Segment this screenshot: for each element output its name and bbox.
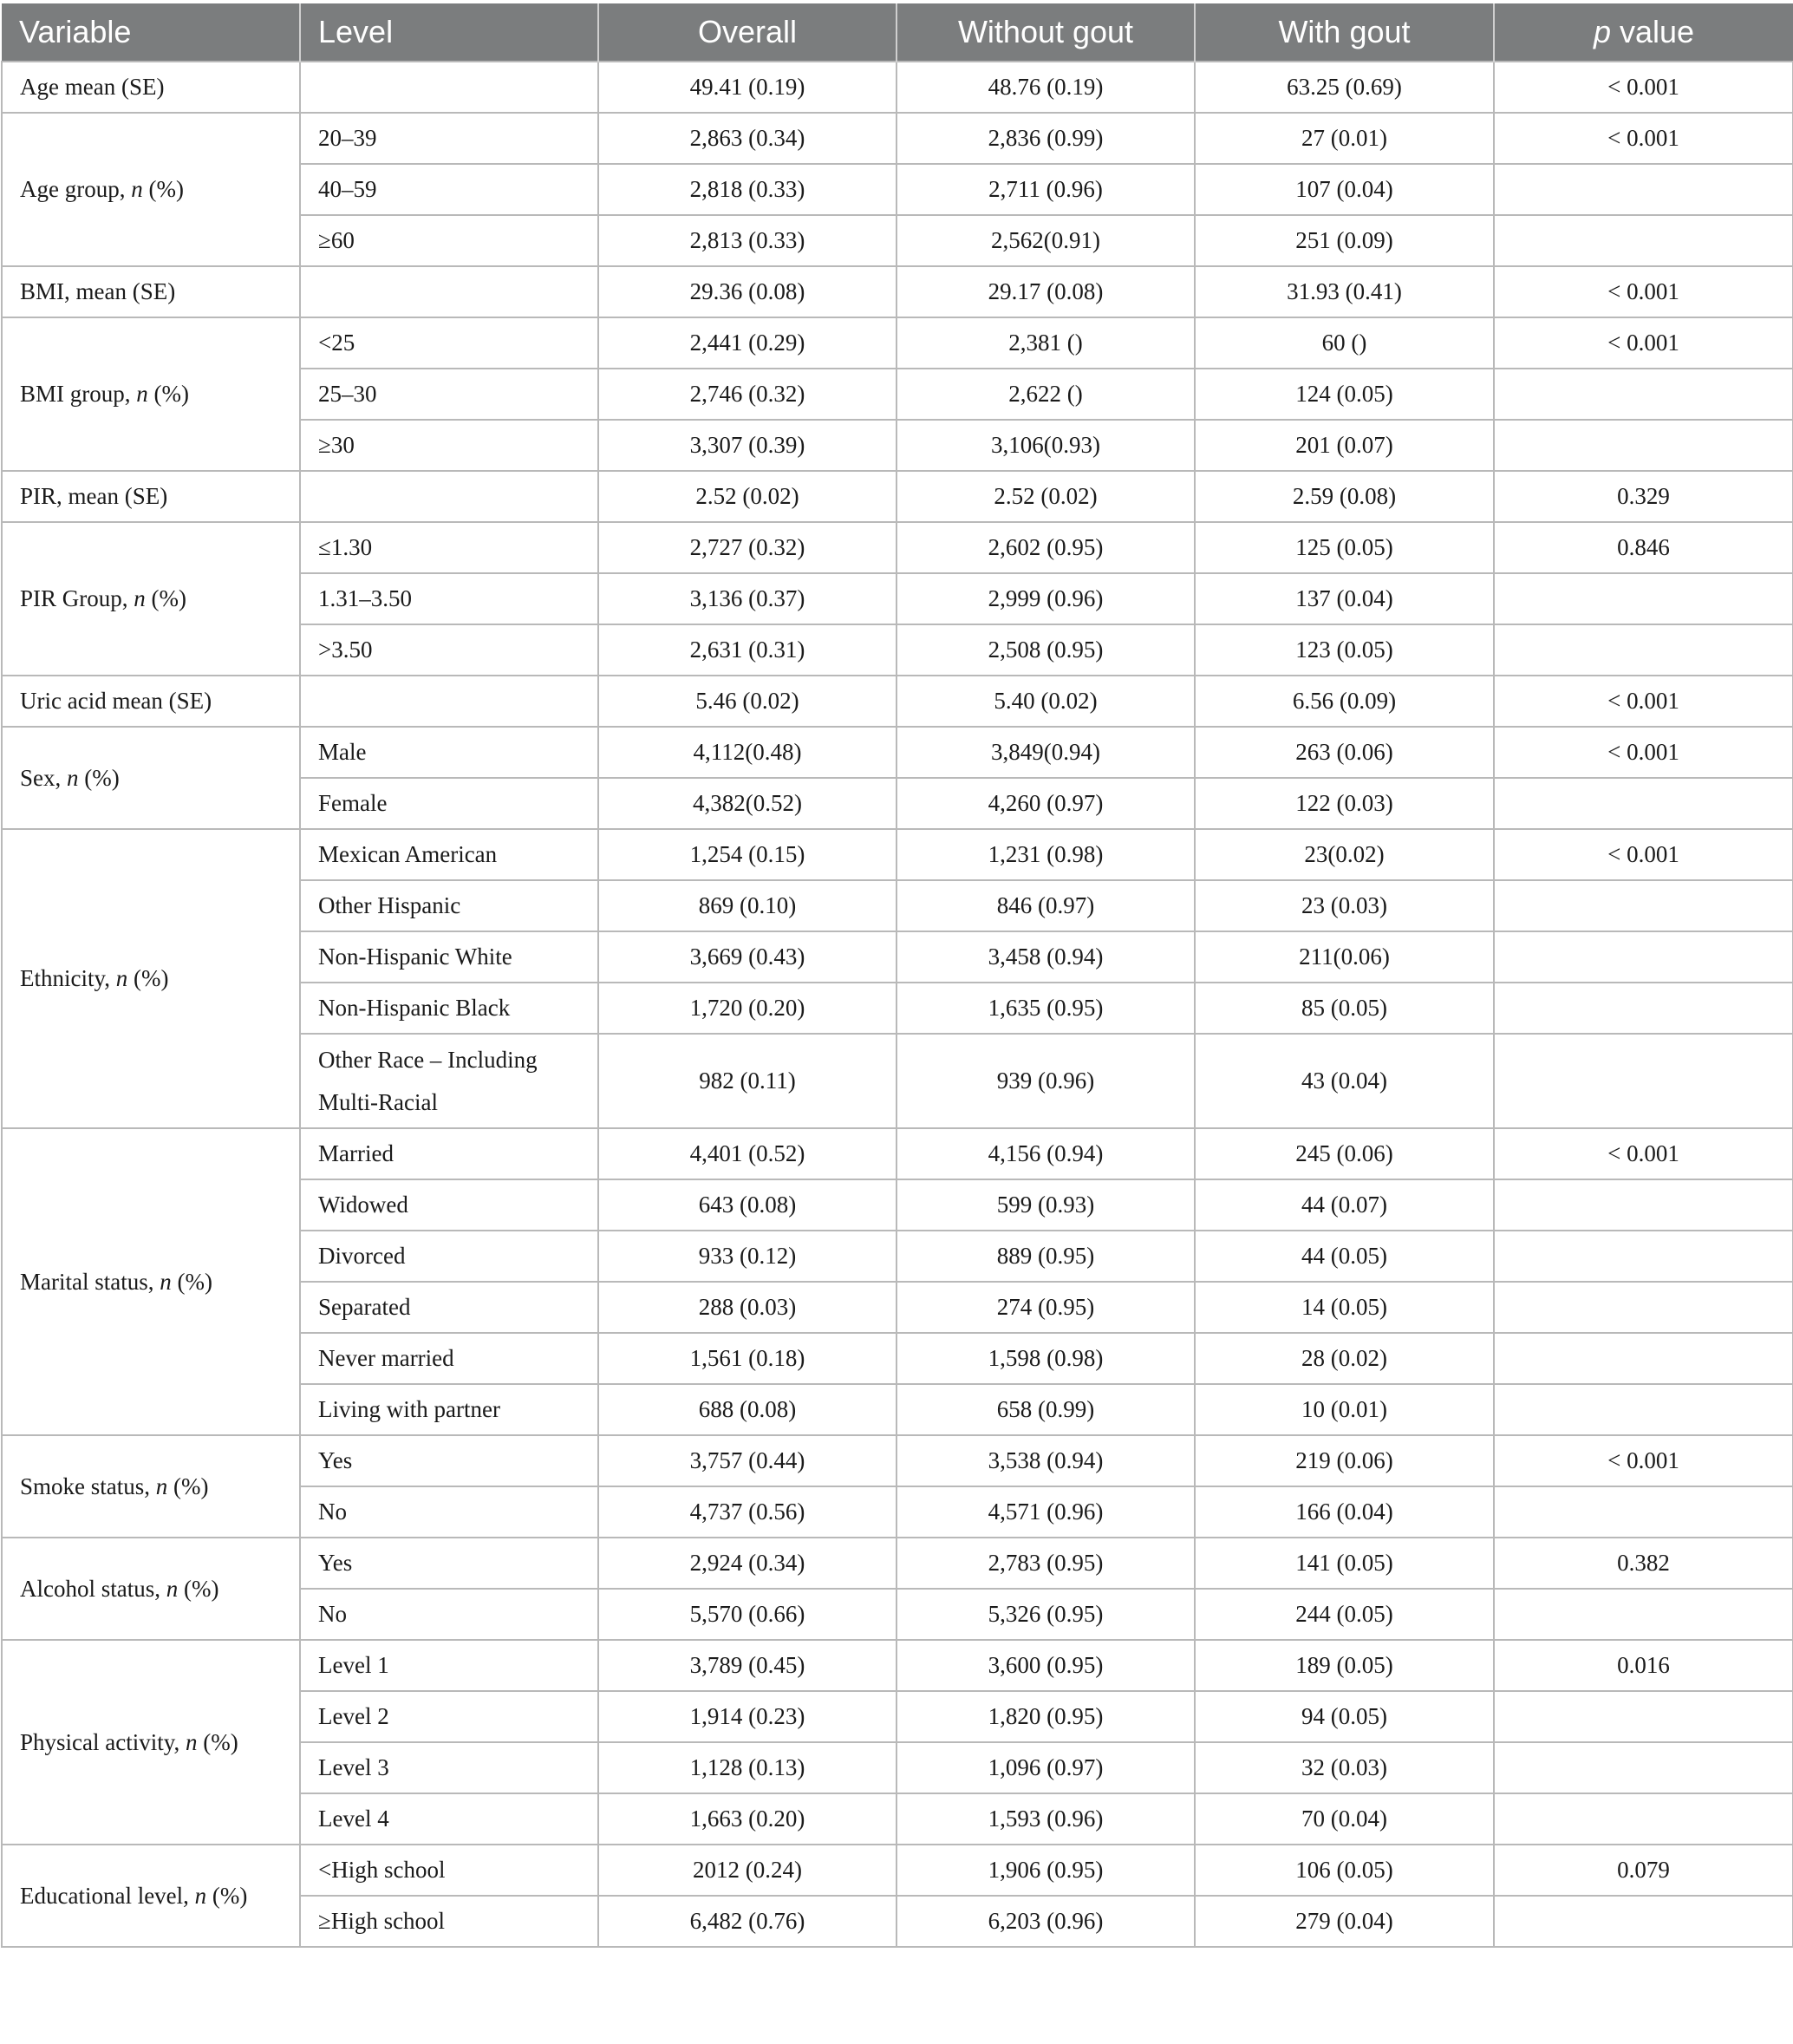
variable-label: BMI, mean (SE) [20, 278, 176, 304]
header-variable: Variable [2, 3, 300, 62]
table-row [2, 317, 1793, 369]
with-gout-cell: 23(0.02) [1195, 829, 1494, 880]
without-gout-cell: 1,906 (0.95) [896, 1845, 1195, 1896]
variable-label: BMI group, [20, 381, 137, 407]
p-value-cell: 0.079 [1494, 1845, 1793, 1896]
with-gout-cell: 122 (0.03) [1195, 778, 1494, 829]
with-gout-cell: 60 () [1195, 317, 1494, 369]
level-cell: Never married [300, 1333, 598, 1384]
variable-cell [2, 1640, 300, 1845]
variable-cell [2, 1845, 300, 1947]
table-row [2, 1435, 1793, 1486]
without-gout-cell: 658 (0.99) [896, 1384, 1195, 1435]
without-gout-cell: 1,820 (0.95) [896, 1691, 1195, 1742]
with-gout-cell: 44 (0.05) [1195, 1231, 1494, 1282]
overall-cell: 2,863 (0.34) [598, 113, 896, 164]
level-cell: Male [300, 727, 598, 778]
overall-cell: 982 (0.11) [598, 1034, 896, 1128]
level-cell: ≤1.30 [300, 522, 598, 573]
table-row [2, 1538, 1793, 1589]
without-gout-cell: 2,836 (0.99) [896, 113, 1195, 164]
p-value-cell [1494, 573, 1793, 624]
without-gout-cell: 2,711 (0.96) [896, 164, 1195, 215]
header-p-label: value [1619, 14, 1695, 49]
p-value-cell: < 0.001 [1494, 266, 1793, 317]
variable-suffix: (%) [197, 1728, 238, 1755]
overall-cell: 4,401 (0.52) [598, 1128, 896, 1179]
with-gout-cell: 123 (0.05) [1195, 624, 1494, 676]
without-gout-cell: 2,381 () [896, 317, 1195, 369]
overall-cell: 6,482 (0.76) [598, 1896, 896, 1947]
p-value-cell [1494, 1179, 1793, 1231]
overall-cell: 3,307 (0.39) [598, 420, 896, 471]
level-cell: No [300, 1589, 598, 1640]
variable-suffix: (%) [142, 176, 184, 202]
p-value-cell: < 0.001 [1494, 113, 1793, 164]
level-cell: 1.31–3.50 [300, 573, 598, 624]
with-gout-cell: 244 (0.05) [1195, 1589, 1494, 1640]
variable-label: Uric acid mean (SE) [20, 688, 212, 714]
header-p-value [1494, 3, 1793, 62]
without-gout-cell: 599 (0.93) [896, 1179, 1195, 1231]
level-cell: Level 1 [300, 1640, 598, 1691]
without-gout-cell: 1,593 (0.96) [896, 1793, 1195, 1845]
variable-italic-n: n [185, 1728, 198, 1755]
with-gout-cell: 189 (0.05) [1195, 1640, 1494, 1691]
level-cell: Level 2 [300, 1691, 598, 1742]
variable-suffix: (%) [206, 1882, 248, 1909]
p-value-cell: < 0.001 [1494, 1435, 1793, 1486]
without-gout-cell: 939 (0.96) [896, 1034, 1195, 1128]
variable-italic-n: n [67, 764, 79, 791]
table-row [2, 727, 1793, 778]
level-cell: Mexican American [300, 829, 598, 880]
level-cell: Divorced [300, 1231, 598, 1282]
variable-label: Physical activity, [20, 1728, 186, 1755]
with-gout-cell: 63.25 (0.69) [1195, 62, 1494, 113]
variable-cell [2, 1128, 300, 1435]
without-gout-cell: 1,096 (0.97) [896, 1742, 1195, 1793]
level-cell: Yes [300, 1435, 598, 1486]
variable-cell [2, 522, 300, 676]
variable-cell [2, 1435, 300, 1538]
level-cell: <High school [300, 1845, 598, 1896]
with-gout-cell: 27 (0.01) [1195, 113, 1494, 164]
overall-cell: 688 (0.08) [598, 1384, 896, 1435]
table-row [2, 522, 1793, 573]
variable-label: Sex, [20, 764, 67, 791]
p-value-cell [1494, 983, 1793, 1034]
without-gout-cell: 846 (0.97) [896, 880, 1195, 931]
level-cell: Married [300, 1128, 598, 1179]
with-gout-cell: 141 (0.05) [1195, 1538, 1494, 1589]
level-cell: 40–59 [300, 164, 598, 215]
variable-suffix: (%) [78, 764, 120, 791]
p-value-cell [1494, 1793, 1793, 1845]
variable-italic-n: n [131, 176, 143, 202]
variable-cell [2, 266, 300, 317]
with-gout-cell: 28 (0.02) [1195, 1333, 1494, 1384]
overall-cell: 4,382(0.52) [598, 778, 896, 829]
variable-italic-n: n [115, 965, 128, 991]
variable-italic-n: n [136, 381, 148, 407]
with-gout-cell: 10 (0.01) [1195, 1384, 1494, 1435]
overall-cell: 2012 (0.24) [598, 1845, 896, 1896]
variable-label: Educational level, [20, 1882, 195, 1909]
overall-cell: 1,720 (0.20) [598, 983, 896, 1034]
without-gout-cell: 1,635 (0.95) [896, 983, 1195, 1034]
with-gout-cell: 125 (0.05) [1195, 522, 1494, 573]
overall-cell: 2,727 (0.32) [598, 522, 896, 573]
with-gout-cell: 279 (0.04) [1195, 1896, 1494, 1947]
variable-suffix: (%) [167, 1473, 209, 1499]
without-gout-cell: 48.76 (0.19) [896, 62, 1195, 113]
p-value-cell [1494, 880, 1793, 931]
variable-suffix: (%) [171, 1268, 212, 1295]
p-value-cell: < 0.001 [1494, 727, 1793, 778]
without-gout-cell: 2,602 (0.95) [896, 522, 1195, 573]
with-gout-cell: 219 (0.06) [1195, 1435, 1494, 1486]
p-value-cell: < 0.001 [1494, 829, 1793, 880]
level-cell: Widowed [300, 1179, 598, 1231]
variable-cell [2, 829, 300, 1128]
with-gout-cell: 31.93 (0.41) [1195, 266, 1494, 317]
level-cell: ≥60 [300, 215, 598, 266]
without-gout-cell: 274 (0.95) [896, 1282, 1195, 1333]
overall-cell: 3,757 (0.44) [598, 1435, 896, 1486]
overall-cell: 2,441 (0.29) [598, 317, 896, 369]
p-value-cell [1494, 1282, 1793, 1333]
without-gout-cell: 4,571 (0.96) [896, 1486, 1195, 1538]
p-value-cell: < 0.001 [1494, 317, 1793, 369]
with-gout-cell: 166 (0.04) [1195, 1486, 1494, 1538]
without-gout-cell: 4,156 (0.94) [896, 1128, 1195, 1179]
p-value-cell [1494, 1589, 1793, 1640]
p-value-cell [1494, 420, 1793, 471]
table-row [2, 266, 1793, 317]
level-cell: Non-Hispanic Black [300, 983, 598, 1034]
table-row [2, 62, 1793, 113]
with-gout-cell: 23 (0.03) [1195, 880, 1494, 931]
p-value-cell: 0.016 [1494, 1640, 1793, 1691]
level-cell: No [300, 1486, 598, 1538]
overall-cell: 1,561 (0.18) [598, 1333, 896, 1384]
variable-suffix: (%) [178, 1575, 219, 1602]
p-value-cell: < 0.001 [1494, 676, 1793, 727]
variable-italic-n: n [194, 1882, 207, 1909]
overall-cell: 933 (0.12) [598, 1231, 896, 1282]
overall-cell: 2.52 (0.02) [598, 471, 896, 522]
table-row [2, 471, 1793, 522]
level-cell: Separated [300, 1282, 598, 1333]
without-gout-cell: 3,458 (0.94) [896, 931, 1195, 983]
overall-cell: 643 (0.08) [598, 1179, 896, 1231]
with-gout-cell: 70 (0.04) [1195, 1793, 1494, 1845]
table-row [2, 1845, 1793, 1896]
variable-label: PIR Group, [20, 585, 134, 611]
header-with-gout: With gout [1195, 3, 1494, 62]
level-cell: Female [300, 778, 598, 829]
with-gout-cell: 14 (0.05) [1195, 1282, 1494, 1333]
header-overall: Overall [598, 3, 896, 62]
overall-cell: 288 (0.03) [598, 1282, 896, 1333]
overall-cell: 1,914 (0.23) [598, 1691, 896, 1742]
level-cell [300, 62, 598, 113]
without-gout-cell: 2.52 (0.02) [896, 471, 1195, 522]
with-gout-cell: 107 (0.04) [1195, 164, 1494, 215]
with-gout-cell: 124 (0.05) [1195, 369, 1494, 420]
level-cell [300, 676, 598, 727]
with-gout-cell: 94 (0.05) [1195, 1691, 1494, 1742]
overall-cell: 2,818 (0.33) [598, 164, 896, 215]
with-gout-cell: 2.59 (0.08) [1195, 471, 1494, 522]
level-cell: Level 3 [300, 1742, 598, 1793]
variable-label: Smoke status, [20, 1473, 156, 1499]
overall-cell: 3,669 (0.43) [598, 931, 896, 983]
without-gout-cell: 29.17 (0.08) [896, 266, 1195, 317]
variable-italic-n: n [166, 1575, 179, 1602]
overall-cell: 2,813 (0.33) [598, 215, 896, 266]
with-gout-cell: 85 (0.05) [1195, 983, 1494, 1034]
variable-label: Marital status, [20, 1268, 160, 1295]
p-value-cell: 0.382 [1494, 1538, 1793, 1589]
without-gout-cell: 3,106(0.93) [896, 420, 1195, 471]
variable-cell [2, 1538, 300, 1640]
table-row [2, 1640, 1793, 1691]
characteristics-table [1, 3, 1793, 1948]
overall-cell: 1,128 (0.13) [598, 1742, 896, 1793]
level-cell: 25–30 [300, 369, 598, 420]
level-cell [300, 266, 598, 317]
variable-label: Ethnicity, [20, 965, 116, 991]
table-row [2, 1128, 1793, 1179]
with-gout-cell: 106 (0.05) [1195, 1845, 1494, 1896]
overall-cell: 29.36 (0.08) [598, 266, 896, 317]
level-cell: <25 [300, 317, 598, 369]
without-gout-cell: 5,326 (0.95) [896, 1589, 1195, 1640]
overall-cell: 1,663 (0.20) [598, 1793, 896, 1845]
level-cell [300, 471, 598, 522]
with-gout-cell: 251 (0.09) [1195, 215, 1494, 266]
overall-cell: 1,254 (0.15) [598, 829, 896, 880]
overall-cell: 2,924 (0.34) [598, 1538, 896, 1589]
overall-cell: 5,570 (0.66) [598, 1589, 896, 1640]
variable-cell [2, 62, 300, 113]
without-gout-cell: 889 (0.95) [896, 1231, 1195, 1282]
without-gout-cell: 1,231 (0.98) [896, 829, 1195, 880]
level-cell: Other Race – Including Multi-Racial [300, 1034, 598, 1128]
variable-label: PIR, mean (SE) [20, 483, 168, 509]
table-body [2, 62, 1793, 1947]
variable-suffix: (%) [145, 585, 186, 611]
with-gout-cell: 211(0.06) [1195, 931, 1494, 983]
p-value-cell: < 0.001 [1494, 1128, 1793, 1179]
level-cell: 20–39 [300, 113, 598, 164]
variable-suffix: (%) [127, 965, 169, 991]
table-row [2, 113, 1793, 164]
with-gout-cell: 43 (0.04) [1195, 1034, 1494, 1128]
overall-cell: 4,112(0.48) [598, 727, 896, 778]
variable-cell [2, 676, 300, 727]
variable-cell [2, 113, 300, 266]
with-gout-cell: 245 (0.06) [1195, 1128, 1494, 1179]
without-gout-cell: 4,260 (0.97) [896, 778, 1195, 829]
without-gout-cell: 3,538 (0.94) [896, 1435, 1195, 1486]
p-value-cell [1494, 624, 1793, 676]
level-cell: Level 4 [300, 1793, 598, 1845]
level-cell: ≥30 [300, 420, 598, 471]
p-value-cell [1494, 1691, 1793, 1742]
p-value-cell: 0.846 [1494, 522, 1793, 573]
with-gout-cell: 32 (0.03) [1195, 1742, 1494, 1793]
overall-cell: 869 (0.10) [598, 880, 896, 931]
header-level: Level [300, 3, 598, 62]
p-value-cell [1494, 778, 1793, 829]
p-value-cell [1494, 1486, 1793, 1538]
p-value-cell [1494, 164, 1793, 215]
variable-cell [2, 317, 300, 471]
overall-cell: 5.46 (0.02) [598, 676, 896, 727]
level-cell: Yes [300, 1538, 598, 1589]
p-value-cell [1494, 1034, 1793, 1128]
overall-cell: 3,789 (0.45) [598, 1640, 896, 1691]
with-gout-cell: 137 (0.04) [1195, 573, 1494, 624]
variable-italic-n: n [160, 1268, 172, 1295]
level-cell: Living with partner [300, 1384, 598, 1435]
header-without-gout: Without gout [896, 3, 1195, 62]
with-gout-cell: 201 (0.07) [1195, 420, 1494, 471]
without-gout-cell: 5.40 (0.02) [896, 676, 1195, 727]
p-value-cell [1494, 1231, 1793, 1282]
header-row [2, 3, 1793, 62]
overall-cell: 2,746 (0.32) [598, 369, 896, 420]
overall-cell: 4,737 (0.56) [598, 1486, 896, 1538]
without-gout-cell: 3,849(0.94) [896, 727, 1195, 778]
p-value-cell [1494, 215, 1793, 266]
p-value-cell [1494, 1333, 1793, 1384]
without-gout-cell: 2,999 (0.96) [896, 573, 1195, 624]
with-gout-cell: 6.56 (0.09) [1195, 676, 1494, 727]
variable-label: Age group, [20, 176, 132, 202]
level-cell: Non-Hispanic White [300, 931, 598, 983]
with-gout-cell: 263 (0.06) [1195, 727, 1494, 778]
without-gout-cell: 2,622 () [896, 369, 1195, 420]
variable-cell [2, 727, 300, 829]
without-gout-cell: 2,783 (0.95) [896, 1538, 1195, 1589]
without-gout-cell: 1,598 (0.98) [896, 1333, 1195, 1384]
table-row [2, 676, 1793, 727]
p-value-cell: 0.329 [1494, 471, 1793, 522]
variable-label: Alcohol status, [20, 1575, 166, 1602]
p-value-cell [1494, 1896, 1793, 1947]
without-gout-cell: 6,203 (0.96) [896, 1896, 1195, 1947]
p-value-cell: < 0.001 [1494, 62, 1793, 113]
level-cell: ≥High school [300, 1896, 598, 1947]
with-gout-cell: 44 (0.07) [1195, 1179, 1494, 1231]
variable-italic-n: n [134, 585, 146, 611]
level-cell: Other Hispanic [300, 880, 598, 931]
without-gout-cell: 2,508 (0.95) [896, 624, 1195, 676]
level-cell: >3.50 [300, 624, 598, 676]
p-value-cell [1494, 369, 1793, 420]
p-value-cell [1494, 1742, 1793, 1793]
header-p-letter: p [1593, 14, 1611, 49]
variable-suffix: (%) [147, 381, 189, 407]
without-gout-cell: 2,562(0.91) [896, 215, 1195, 266]
p-value-cell [1494, 931, 1793, 983]
overall-cell: 2,631 (0.31) [598, 624, 896, 676]
overall-cell: 49.41 (0.19) [598, 62, 896, 113]
variable-label: Age mean (SE) [20, 74, 165, 100]
p-value-cell [1494, 1384, 1793, 1435]
variable-cell [2, 471, 300, 522]
variable-italic-n: n [155, 1473, 168, 1499]
overall-cell: 3,136 (0.37) [598, 573, 896, 624]
table-row [2, 829, 1793, 880]
without-gout-cell: 3,600 (0.95) [896, 1640, 1195, 1691]
